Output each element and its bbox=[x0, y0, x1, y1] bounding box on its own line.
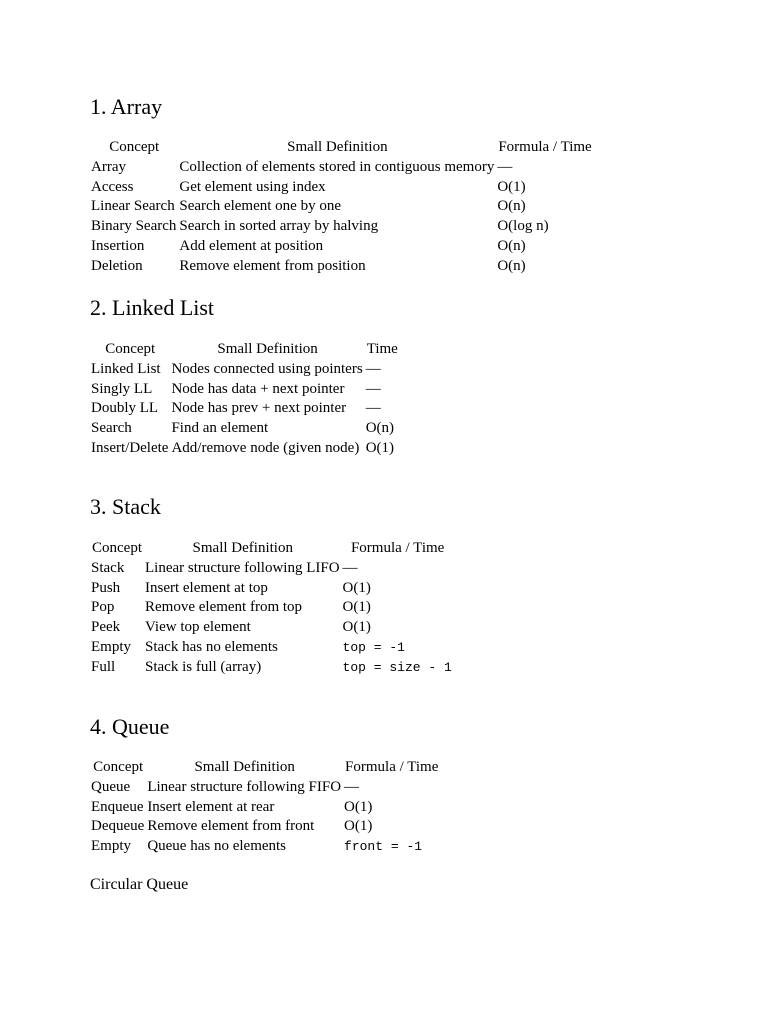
cell-definition: Add element at position bbox=[179, 237, 324, 254]
table-row bbox=[90, 380, 400, 400]
cell-definition: Get element using index bbox=[179, 178, 326, 195]
table-header-row bbox=[90, 539, 454, 559]
cell-concept: Empty bbox=[91, 838, 131, 855]
cell-time: — bbox=[342, 559, 358, 576]
section-title-stack: 3. Stack bbox=[90, 494, 161, 519]
cell-concept: Queue bbox=[91, 778, 131, 795]
column-header-time: Formula / Time bbox=[350, 540, 445, 556]
column-header-time: Formula / Time bbox=[498, 139, 592, 155]
subheading-circular-queue: Circular Queue bbox=[90, 876, 189, 893]
cell-time: — bbox=[365, 380, 381, 397]
cell-definition: Add/remove node (given node) bbox=[171, 439, 360, 456]
table-header-row bbox=[90, 138, 594, 158]
cell-definition: Search in sorted array by halving bbox=[179, 218, 379, 235]
cell-concept: Empty bbox=[91, 638, 131, 655]
table-row bbox=[90, 579, 454, 599]
column-header-concept: Concept bbox=[93, 759, 144, 775]
table-row bbox=[90, 817, 440, 837]
cell-concept: Array bbox=[91, 158, 126, 175]
table-header-row bbox=[90, 340, 400, 360]
cell-concept: Binary Search bbox=[91, 218, 177, 235]
table-row bbox=[90, 598, 454, 618]
cell-concept: Doubly LL bbox=[91, 400, 159, 417]
cell-concept: Insert/Delete bbox=[91, 439, 169, 456]
cell-concept: Enqueue bbox=[91, 798, 144, 815]
table-header-row bbox=[90, 758, 440, 778]
cell-time: — bbox=[497, 158, 513, 175]
column-header-time: Time bbox=[366, 341, 398, 357]
cell-time: O(n) bbox=[497, 257, 526, 274]
cell-formula: top = size - 1 bbox=[342, 659, 452, 675]
section-title-array: 1. Array bbox=[90, 94, 163, 119]
table-row bbox=[90, 217, 594, 237]
table-row bbox=[90, 439, 400, 459]
column-header-definition: Small Definition bbox=[287, 139, 388, 155]
cell-concept: Stack bbox=[91, 559, 125, 576]
cell-time: — bbox=[365, 360, 381, 377]
table-row bbox=[90, 658, 454, 678]
column-header-concept: Concept bbox=[105, 341, 156, 357]
column-header-definition: Small Definition bbox=[217, 341, 318, 357]
cell-definition: Stack is full (array) bbox=[145, 658, 262, 675]
cell-definition: Remove element from position bbox=[179, 257, 366, 274]
array-table bbox=[90, 138, 594, 277]
cell-time: O(1) bbox=[497, 178, 526, 195]
cell-time: — bbox=[365, 400, 381, 417]
cell-definition: Linear structure following FIFO bbox=[147, 778, 342, 795]
cell-concept: Full bbox=[91, 658, 116, 675]
cell-time: — bbox=[344, 778, 360, 795]
cell-definition: Collection of elements stored in contiguous memory bbox=[179, 158, 495, 175]
cell-definition: Stack has no elements bbox=[145, 638, 278, 655]
cell-time: O(n) bbox=[497, 198, 526, 215]
column-header-time: Formula / Time bbox=[345, 759, 439, 775]
cell-concept: Insertion bbox=[91, 237, 145, 254]
cell-definition: Find an element bbox=[171, 420, 269, 437]
table-row bbox=[90, 257, 594, 277]
cell-concept: Search bbox=[91, 420, 132, 437]
cell-time: O(1) bbox=[342, 599, 371, 616]
stack-table bbox=[90, 539, 454, 678]
cell-time: O(1) bbox=[344, 818, 373, 835]
table-row bbox=[90, 618, 454, 638]
cell-definition: Remove element from front bbox=[147, 818, 315, 835]
cell-time: O(1) bbox=[365, 439, 395, 456]
table-row bbox=[90, 837, 440, 857]
section-title-queue: 4. Queue bbox=[90, 714, 170, 739]
cell-formula: top = -1 bbox=[342, 639, 405, 655]
column-header-definition: Small Definition bbox=[194, 759, 295, 775]
table-row bbox=[90, 778, 440, 798]
cell-definition: Search element one by one bbox=[179, 198, 341, 215]
cell-definition: Remove element from top bbox=[145, 599, 303, 616]
cell-concept: Dequeue bbox=[91, 818, 145, 835]
cell-concept: Linear Search bbox=[91, 198, 175, 215]
cell-definition: Node has prev + next pointer bbox=[171, 400, 347, 417]
table-row bbox=[90, 237, 594, 257]
cell-concept: Linked List bbox=[91, 360, 161, 377]
table-row bbox=[90, 178, 594, 198]
cell-definition: Nodes connected using pointers bbox=[171, 360, 363, 377]
cell-time: O(n) bbox=[365, 420, 395, 437]
column-header-definition: Small Definition bbox=[192, 540, 293, 556]
table-row bbox=[90, 798, 440, 818]
section-title-linked-list: 2. Linked List bbox=[90, 295, 215, 320]
table-row bbox=[90, 559, 454, 579]
queue-table bbox=[90, 758, 440, 857]
cell-concept: Deletion bbox=[91, 257, 143, 274]
table-row bbox=[90, 399, 400, 419]
cell-time: O(1) bbox=[342, 579, 371, 596]
cell-definition: Linear structure following LIFO bbox=[145, 559, 340, 576]
table-row bbox=[90, 638, 454, 658]
cell-time: O(1) bbox=[342, 619, 371, 636]
cell-definition: Node has data + next pointer bbox=[171, 380, 345, 397]
linked-list-table bbox=[90, 340, 400, 459]
cell-definition: View top element bbox=[145, 619, 251, 636]
cell-time: O(1) bbox=[344, 798, 373, 815]
column-header-concept: Concept bbox=[109, 139, 160, 155]
cell-time: O(n) bbox=[497, 237, 526, 254]
cell-time: O(log n) bbox=[497, 218, 549, 235]
table-row bbox=[90, 197, 594, 217]
table-row bbox=[90, 419, 400, 439]
cell-concept: Peek bbox=[91, 619, 121, 636]
column-header-concept: Concept bbox=[92, 540, 142, 556]
table-row bbox=[90, 158, 594, 178]
cell-formula: front = -1 bbox=[344, 839, 423, 855]
table-row bbox=[90, 360, 400, 380]
cell-concept: Singly LL bbox=[91, 380, 153, 397]
cell-definition: Insert element at top bbox=[145, 579, 268, 596]
cell-concept: Pop bbox=[91, 599, 115, 616]
cell-definition: Insert element at rear bbox=[147, 798, 275, 815]
cell-concept: Push bbox=[91, 579, 121, 596]
cell-concept: Access bbox=[91, 178, 134, 195]
cell-definition: Queue has no elements bbox=[147, 838, 287, 855]
